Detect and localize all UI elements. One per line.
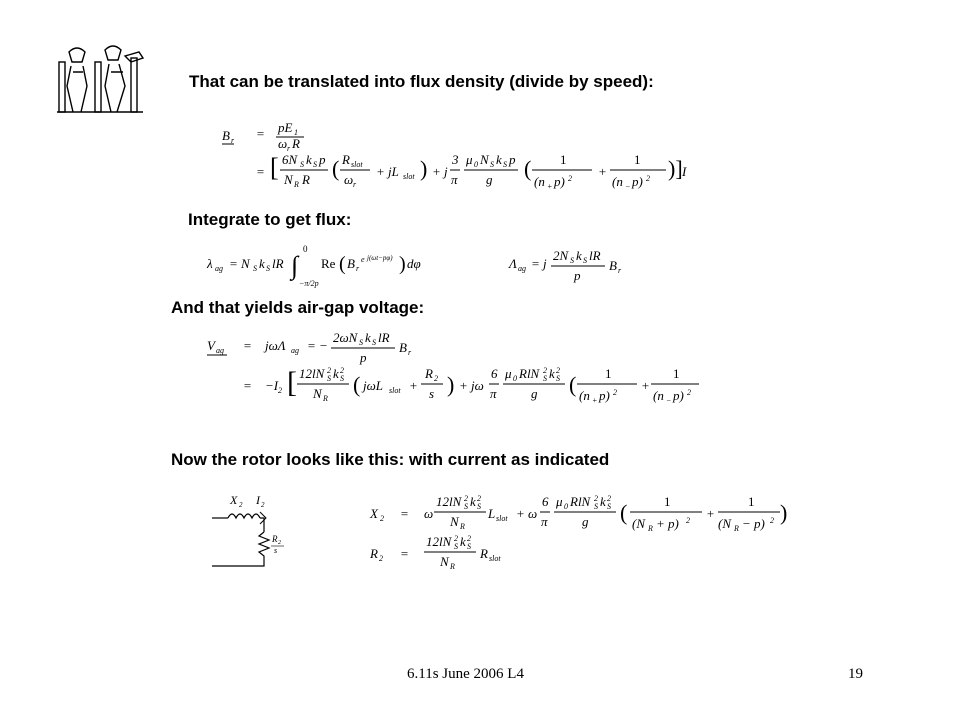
svg-text:−π/2p: −π/2p [299,279,319,288]
svg-text:2: 2 [687,388,691,397]
svg-text:−I: −I [265,378,279,393]
svg-text:S: S [477,502,481,511]
svg-text:+: + [547,182,553,190]
svg-text:k: k [549,366,555,381]
svg-text:S: S [570,256,574,265]
svg-text:+ j: + j [432,164,448,179]
svg-text:(n: (n [612,174,623,189]
svg-text:ω: ω [278,136,288,151]
svg-text:V: V [207,338,215,353]
flux-density-heading: That can be translated into flux density (divide by speed): [189,72,654,91]
svg-text:2: 2 [594,494,598,503]
svg-text:R: R [480,546,488,561]
svg-text:2: 2 [340,366,344,375]
svg-text:λ: λ [207,256,213,271]
svg-text:2: 2 [380,514,384,523]
svg-text:N: N [450,514,459,529]
svg-text:lR: lR [378,330,390,345]
svg-text:r: r [356,264,360,273]
svg-text:2: 2 [327,366,331,375]
svg-text:− p): − p) [742,516,765,531]
rotor-heading: Now the rotor looks like this: with current as indicated [171,450,610,469]
svg-text:S: S [359,338,363,347]
svg-text:2: 2 [261,501,265,509]
svg-text:S: S [372,338,376,347]
svg-text:ag: ag [215,264,223,273]
svg-text:=: = [256,126,265,141]
svg-text:S: S [594,502,598,511]
svg-text:ω: ω [424,506,434,521]
svg-text:(: ( [332,156,340,181]
svg-text:R: R [450,562,455,571]
integrate-heading: Integrate to get flux: [188,210,352,229]
svg-text:[: [ [287,366,297,399]
svg-text:R: R [272,534,278,544]
svg-text:B: B [222,128,230,143]
footer-course: 6.11s June 2006 L4 [407,666,524,682]
svg-text:π: π [541,514,548,529]
svg-text:k: k [365,330,371,345]
svg-text:∫: ∫ [291,251,299,280]
svg-text:(n: (n [579,388,590,403]
svg-text:= j: = j [531,256,547,271]
svg-text:p): p) [673,388,684,403]
flux-integral-equation [205,240,645,292]
svg-text:): ) [780,500,788,525]
svg-text:=: = [243,378,252,393]
svg-text:S: S [253,264,257,273]
svg-text:slot: slot [496,514,508,523]
svg-text:ag: ag [216,346,224,355]
svg-text:μ: μ [556,494,563,509]
svg-text:+ jL: + jL [376,164,399,179]
svg-text:0: 0 [513,374,517,383]
svg-text:Re: Re [321,256,336,271]
svg-text:k: k [460,534,466,549]
svg-text:ag: ag [291,346,299,355]
svg-text:S: S [583,256,587,265]
svg-text:μ: μ [466,152,473,167]
svg-text:+: + [598,164,607,179]
svg-text:+: + [641,378,650,393]
svg-text:2: 2 [686,516,690,525]
svg-text:R: R [302,172,310,187]
svg-text:X: X [370,506,378,521]
svg-text:2: 2 [477,494,481,503]
svg-text:slot: slot [489,554,501,563]
svg-text:p): p) [554,174,565,189]
svg-text:S: S [266,264,270,273]
svg-text:Λ: Λ [509,256,517,271]
svg-text:k: k [470,494,476,509]
svg-text:k: k [259,256,265,271]
svg-text:+: + [592,396,598,405]
svg-text:L: L [488,506,496,521]
svg-text:R: R [460,522,465,531]
svg-text:2: 2 [464,494,468,503]
svg-text:RlN: RlN [570,494,591,509]
svg-text:g: g [531,386,538,401]
svg-text:2: 2 [239,501,243,509]
svg-text:k: k [306,152,312,167]
svg-text:)]: )] [668,156,683,181]
svg-text:S: S [556,374,560,383]
svg-text:(n: (n [653,388,664,403]
svg-text:S: S [464,502,468,511]
svg-text:3: 3 [452,152,459,167]
svg-text:=: = [243,338,252,353]
svg-text:r: r [618,266,622,275]
svg-text:2: 2 [379,554,383,563]
svg-text:2ωN: 2ωN [333,330,358,345]
svg-text:π: π [451,172,458,187]
svg-text:s: s [274,546,278,555]
mit-logo-icon [55,42,147,116]
svg-text:N: N [284,172,293,187]
svg-text:S: S [503,160,507,169]
svg-text:2: 2 [434,374,438,383]
svg-text:2: 2 [646,174,650,183]
svg-text:k: k [600,494,606,509]
svg-text:S: S [467,542,471,551]
svg-text:2: 2 [278,386,282,395]
airgap-voltage-equation [205,330,705,414]
svg-text:0: 0 [564,502,568,511]
svg-text:μ: μ [505,366,512,381]
svg-text:p: p [509,152,516,167]
svg-text:π: π [490,386,497,401]
svg-text:2: 2 [454,534,458,543]
svg-text:S: S [543,374,547,383]
svg-text:0: 0 [474,160,478,169]
svg-text:slot: slot [351,160,363,169]
svg-text:N: N [313,386,322,401]
svg-text:=: = [400,506,409,521]
svg-text:S: S [607,502,611,511]
svg-text:S: S [454,542,458,551]
svg-text:1: 1 [634,152,641,167]
svg-text:1: 1 [560,152,567,167]
svg-text:ω: ω [344,172,354,187]
svg-text:(N: (N [632,516,645,531]
svg-text:R: R [648,524,653,533]
svg-text:B: B [399,340,407,355]
svg-text:p: p [360,350,367,365]
svg-text:B: B [347,256,355,271]
svg-text:B: B [609,258,617,273]
svg-text:S: S [490,160,494,169]
svg-text:g: g [582,514,589,529]
svg-text:S: S [340,374,344,383]
svg-text:s: s [429,386,435,401]
svg-text:2: 2 [543,366,547,375]
svg-text:j(ωt−pφ): j(ωt−pφ) [367,254,393,262]
svg-text:RlN: RlN [519,366,540,381]
svg-text:2: 2 [613,388,617,397]
svg-text:12lN: 12lN [299,366,325,381]
svg-text:+ ω: + ω [516,506,538,521]
svg-text:R: R [323,394,328,403]
svg-text:S: S [313,160,317,169]
svg-text:R: R [425,366,433,381]
svg-text:): ) [399,253,406,275]
svg-text:(: ( [569,372,577,397]
svg-text:e: e [361,255,365,264]
svg-text:6: 6 [491,366,498,381]
svg-text:(: ( [353,372,361,397]
svg-text:S: S [327,374,331,383]
svg-text:R: R [292,136,300,151]
svg-text:(n: (n [534,174,545,189]
svg-text:N: N [440,554,449,569]
svg-text:jωΛ: jωΛ [265,338,286,353]
svg-text:): ) [447,372,455,397]
svg-text:2: 2 [607,494,611,503]
svg-text:2: 2 [278,540,281,546]
svg-text:6N: 6N [282,152,298,167]
airgap-voltage-heading: And that yields air-gap voltage: [171,298,425,317]
svg-text:k: k [576,248,582,263]
rotor-parameter-equations [368,492,788,576]
svg-text:1: 1 [294,128,298,137]
svg-text:): ) [420,156,428,181]
svg-text:R: R [342,152,350,167]
svg-text:+: + [706,506,715,521]
svg-text:p): p) [599,388,610,403]
footer-page-number: 19 [848,666,863,682]
svg-text:I: I [682,164,687,179]
svg-text:(N: (N [718,516,731,531]
svg-text:0: 0 [303,244,308,254]
svg-text:= −: = − [307,338,328,353]
svg-text:−: − [666,396,672,405]
svg-text:lR: lR [589,248,601,263]
svg-text:6: 6 [542,494,549,509]
svg-text:1: 1 [605,366,612,381]
svg-text:p: p [574,268,581,283]
svg-text:+ p): + p) [656,516,679,531]
svg-text:2: 2 [467,534,471,543]
svg-text:2: 2 [770,516,774,525]
svg-text:−: − [625,182,631,190]
svg-text:R: R [370,546,378,561]
svg-text:k: k [496,152,502,167]
svg-text:12lN: 12lN [436,494,462,509]
svg-text:dφ: dφ [407,256,421,271]
svg-text:r: r [353,180,357,189]
svg-text:pE: pE [278,120,293,135]
svg-text:(: ( [524,156,532,181]
svg-text:k: k [333,366,339,381]
svg-text:X: X [230,493,238,507]
svg-text:12lN: 12lN [426,534,452,549]
svg-text:r: r [287,144,291,153]
svg-text:r: r [231,136,235,145]
svg-text:+ jω: + jω [459,378,484,393]
svg-text:(: ( [620,500,628,525]
svg-text:2N: 2N [553,248,569,263]
svg-text:g: g [486,172,493,187]
svg-text:lR: lR [272,256,284,271]
svg-text:2: 2 [556,366,560,375]
svg-text:=: = [400,546,409,561]
svg-text:p: p [319,152,326,167]
svg-text:I: I [256,493,260,507]
svg-text:1: 1 [673,366,680,381]
svg-text:r: r [408,348,412,357]
svg-text:1: 1 [748,494,755,509]
svg-text:ag: ag [518,264,526,273]
svg-text:S: S [300,160,304,169]
svg-text:slot: slot [389,386,401,395]
svg-text:(: ( [339,253,346,275]
flux-density-equation [220,118,690,190]
svg-text:[: [ [270,153,279,182]
svg-text:R: R [294,180,299,189]
rotor-circuit-diagram [208,490,298,572]
svg-text:slot: slot [403,172,415,181]
svg-text:1: 1 [664,494,671,509]
svg-text:+: + [409,378,418,393]
svg-text:2: 2 [568,174,572,183]
svg-text:= N: = N [229,256,250,271]
svg-text:N: N [480,152,489,167]
svg-text:jωL: jωL [363,378,384,393]
svg-text:p): p) [632,174,643,189]
svg-text:R: R [734,524,739,533]
svg-text:=: = [256,164,265,179]
